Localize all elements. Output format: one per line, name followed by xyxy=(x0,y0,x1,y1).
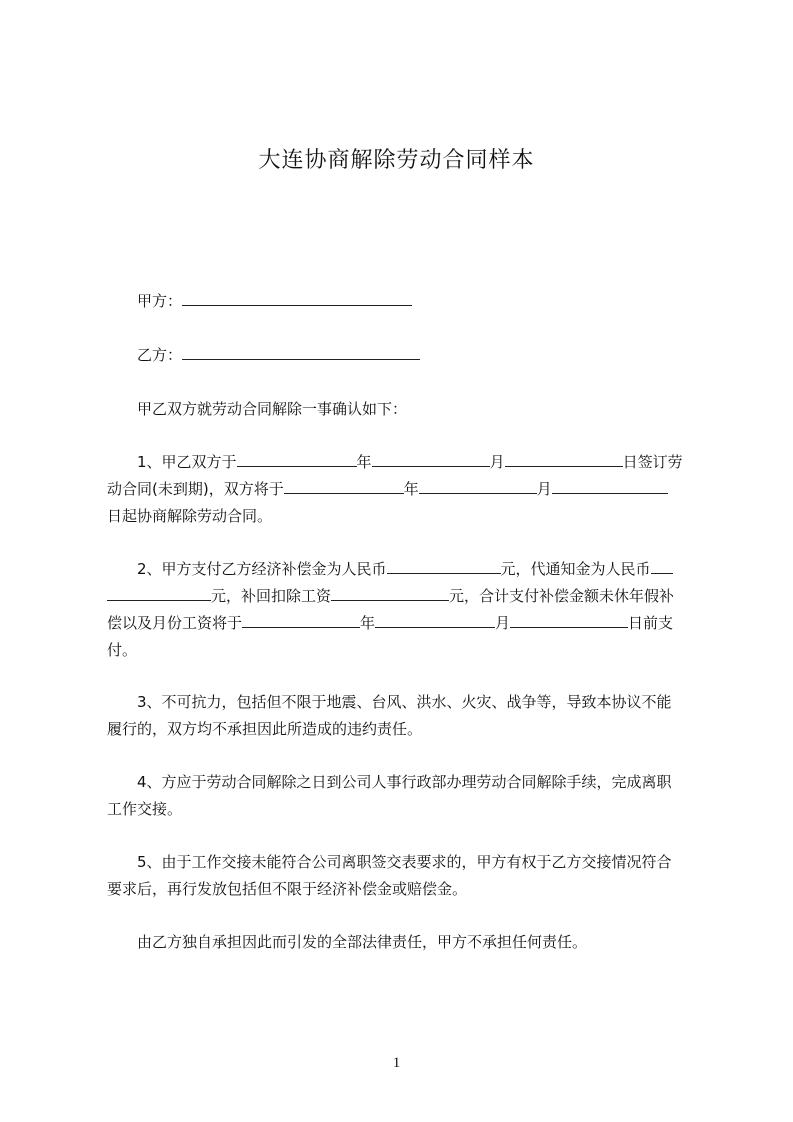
clause2-text-c: 元，补回扣除工资 xyxy=(211,587,332,605)
clause1-text-a: 1、甲乙双方于 xyxy=(137,453,237,471)
clause2-day-blank[interactable] xyxy=(510,612,628,628)
clause1-year-blank[interactable] xyxy=(237,451,357,467)
intro-text: 甲乙双方就劳动合同解除一事确认如下： xyxy=(137,400,408,418)
clause2-text-a: 2、甲方支付乙方经济补偿金为人民币 xyxy=(137,560,387,578)
clause2-notice-blank-b[interactable] xyxy=(107,585,211,601)
clause2-line3 xyxy=(107,612,673,634)
clause5-line2: 要求后，再行发放包括但不限于经济补偿金或赔偿金。 xyxy=(107,880,468,898)
party-b-label: 乙方： xyxy=(137,346,183,364)
clause3-line2: 履行的，双方均不承担因此所造成的违约责任。 xyxy=(107,720,423,738)
closing-text: 由乙方独自承担因此而引发的全部法律责任，甲方不承担任何责任。 xyxy=(137,933,588,951)
clause2-year-label: 年 xyxy=(360,614,376,632)
clause2-text-d: 元，合计支付补偿金额未休年假补 xyxy=(449,587,675,605)
clause2-year-blank[interactable] xyxy=(242,612,360,628)
clause2-line2 xyxy=(107,585,674,607)
party-a-label: 甲方： xyxy=(137,292,183,310)
clause2-month-blank[interactable] xyxy=(375,612,495,628)
clause4-line2: 工作交接。 xyxy=(107,800,183,818)
clause1-day2-blank[interactable] xyxy=(552,478,668,494)
page-number: 1 xyxy=(392,1055,401,1071)
clause2-month-label: 月 xyxy=(495,614,511,632)
clause4-line1: 4、方应于劳动合同解除之日到公司人事行政部办理劳动合同解除手续，完成离职 xyxy=(137,773,672,791)
clause2-comp-blank[interactable] xyxy=(387,558,501,574)
clause1-line3: 日起协商解除劳动合同。 xyxy=(107,507,273,525)
party-b-line xyxy=(137,344,420,366)
clause1-month2-blank[interactable] xyxy=(419,478,537,494)
clause1-month-blank[interactable] xyxy=(372,451,490,467)
clause2-line1 xyxy=(137,558,673,580)
clause1-day-blank[interactable] xyxy=(505,451,623,467)
clause1-line1 xyxy=(137,451,683,473)
clause2-text-b: 元，代通知金为人民币 xyxy=(500,560,651,578)
party-b-blank[interactable] xyxy=(182,344,420,360)
page-title: 大连协商解除劳动合同样本 xyxy=(258,148,535,173)
clause3-line1: 3、不可抗力，包括但不限于地震、台风、洪水、火灾、战争等，导致本协议不能 xyxy=(137,693,672,711)
clause2-line4: 付。 xyxy=(107,641,138,659)
clause1-year2-label: 年 xyxy=(403,480,419,498)
clause1-month2-label: 月 xyxy=(536,480,552,498)
clause5-line1: 5、由于工作交接未能符合公司离职签交表要求的，甲方有权于乙方交接情况符合 xyxy=(137,853,672,871)
clause1-text-c: 动合同(未到期)，双方将于 xyxy=(107,480,284,498)
clause2-wage-blank[interactable] xyxy=(331,585,449,601)
clause1-month-label: 月 xyxy=(489,453,505,471)
clause1-text-b: 日签订劳 xyxy=(622,453,683,471)
clause2-notice-blank-a[interactable] xyxy=(651,558,673,574)
clause1-year2-blank[interactable] xyxy=(284,478,404,494)
clause2-text-e: 偿以及月份工资将于 xyxy=(107,614,243,632)
clause2-text-f: 日前支 xyxy=(628,614,674,632)
party-a-blank[interactable] xyxy=(182,290,412,306)
clause1-year-label: 年 xyxy=(356,453,372,471)
party-a-line xyxy=(137,290,412,312)
clause1-line2 xyxy=(107,478,668,500)
